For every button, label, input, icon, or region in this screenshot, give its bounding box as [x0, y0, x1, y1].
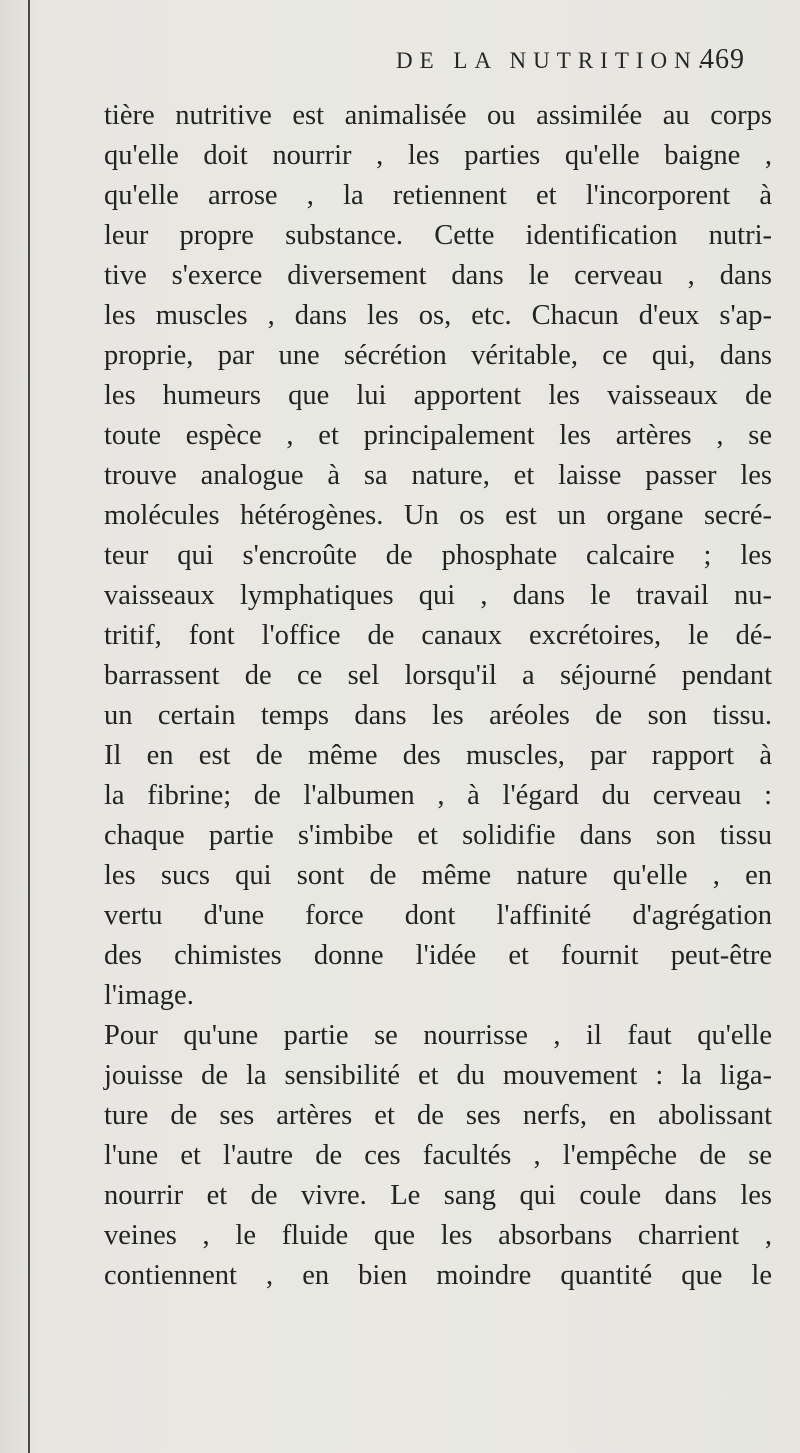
text-line: la fibrine; de l'albumen , à l'égard du cerveau :: [104, 780, 772, 811]
text-line: tritif, font l'office de canaux excrétoires, le dé-: [104, 620, 772, 651]
page-header: [0, 44, 800, 84]
text-line: vaisseaux lymphatiques qui , dans le travail nu-: [104, 580, 772, 611]
page-number: 469: [700, 44, 745, 75]
text-line: qu'elle arrose , la retiennent et l'incorporent à: [104, 180, 772, 211]
text-line: barrassent de ce sel lorsqu'il a séjourné pendant: [104, 660, 772, 691]
text-line: proprie, par une sécrétion véritable, ce qui, dans: [104, 340, 772, 371]
text-line: jouisse de la sensibilité et du mouvement : la liga-: [104, 1060, 772, 1091]
text-line: teur qui s'encroûte de phosphate calcaire ; les: [104, 540, 772, 571]
page-gutter-edge: [28, 0, 30, 1453]
text-line: qu'elle doit nourrir , les parties qu'elle baigne ,: [104, 140, 772, 171]
text-line: tive s'exerce diversement dans le cerveau , dans: [104, 260, 772, 291]
running-head: DE LA NUTRITION.: [396, 48, 711, 73]
text-line: l'une et l'autre de ces facultés , l'empêche de se: [104, 1140, 772, 1171]
text-line: leur propre substance. Cette identification nutri-: [104, 220, 772, 251]
text-line: toute espèce , et principalement les artères , se: [104, 420, 772, 451]
text-line: l'image.: [104, 980, 194, 1011]
text-line: chaque partie s'imbibe et solidifie dans son tissu: [104, 820, 772, 851]
text-line: molécules hétérogènes. Un os est un organe secré-: [104, 500, 772, 531]
text-line: Pour qu'une partie se nourrisse , il faut qu'elle: [104, 1020, 772, 1051]
text-line: les humeurs que lui apportent les vaisseaux de: [104, 380, 772, 411]
text-line: des chimistes donne l'idée et fournit peut-être: [104, 940, 772, 971]
text-line: ture de ses artères et de ses nerfs, en abolissant: [104, 1100, 772, 1131]
text-line: un certain temps dans les aréoles de son tissu.: [104, 700, 772, 731]
text-line: nourrir et de vivre. Le sang qui coule dans les: [104, 1180, 772, 1211]
text-line: trouve analogue à sa nature, et laisse passer les: [104, 460, 772, 491]
text-line: contiennent , en bien moindre quantité que le: [104, 1260, 772, 1291]
text-line: vertu d'une force dont l'affinité d'agrégation: [104, 900, 772, 931]
text-line: Il en est de même des muscles, par rapport à: [104, 740, 772, 771]
text-line: les sucs qui sont de même nature qu'elle , en: [104, 860, 772, 891]
body-text: [104, 96, 772, 1296]
text-line: veines , le fluide que les absorbans charrient ,: [104, 1220, 772, 1251]
text-line: les muscles , dans les os, etc. Chacun d'eux s'ap-: [104, 300, 772, 331]
text-line: tière nutritive est animalisée ou assimilée au corps: [104, 100, 772, 131]
